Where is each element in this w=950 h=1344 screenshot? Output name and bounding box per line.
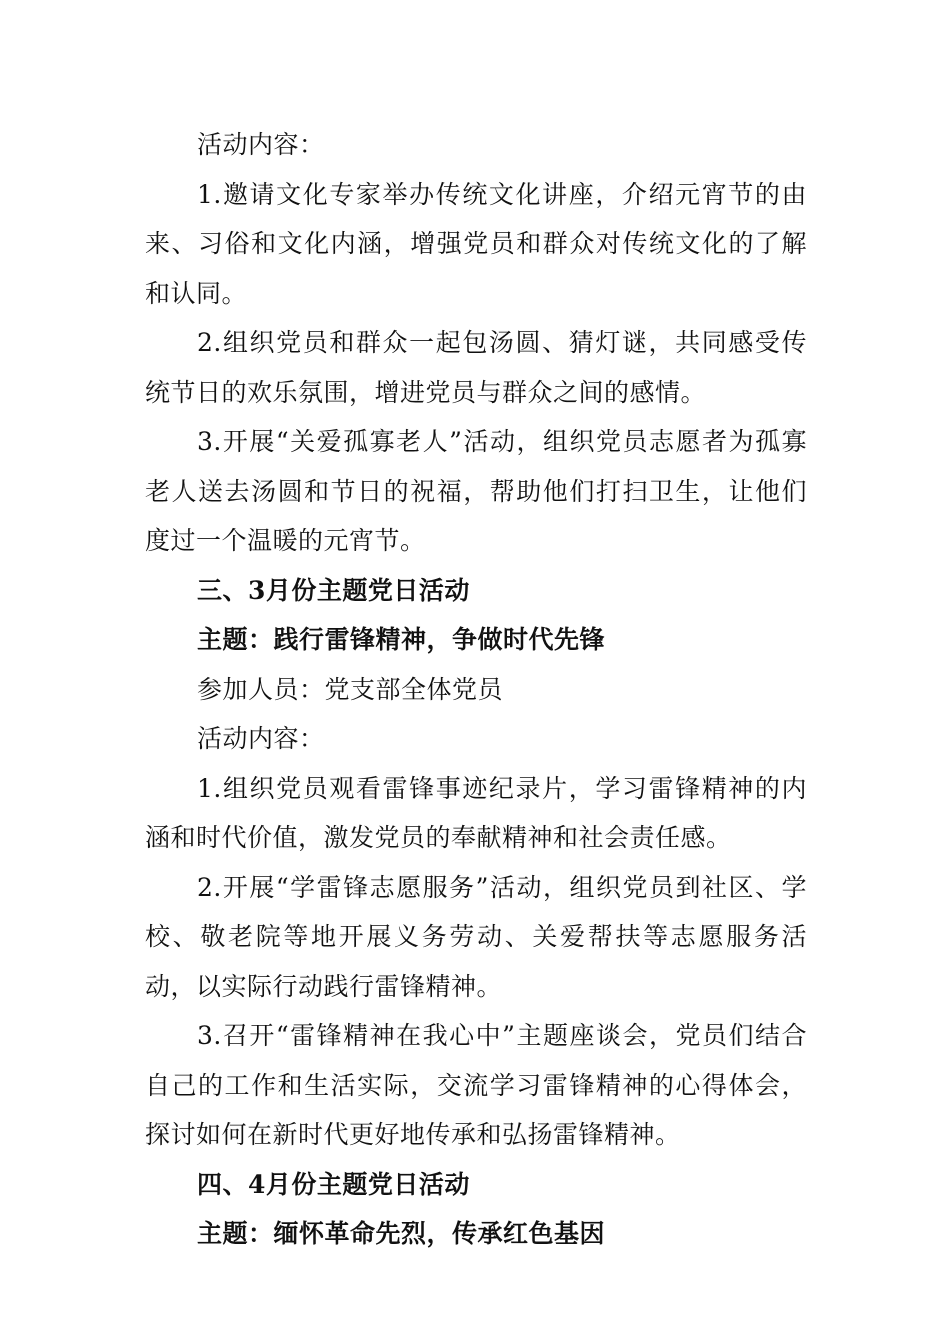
section-heading-april: 四、4月份主题党日活动 [197,1169,470,1199]
march-activity-content-heading: 活动内容： [197,724,325,753]
feb-activity-item-3: 3.开展“关爱孤寡老人”活动，组织党员志愿者为孤寡老人送去汤圆和节日的祝福，帮助他们打扫卫生，让他们度过一个温暖的元宵节。 [145,427,807,555]
april-theme: 主题：缅怀革命先烈，传承红色基因 [197,1219,606,1248]
document-body [145,120,807,1259]
feb-activity-item-1: 1.邀请文化专家举办传统文化讲座，介绍元宵节的由来、习俗和文化内涵，增强党员和群众对传统文化的了解和认同。 [145,179,807,308]
feb-activity-item-2: 2.组织党员和群众一起包汤圆、猜灯谜，共同感受传统节日的欢乐氛围，增进党员与群众之间的感情。 [145,328,807,407]
march-activity-item-1: 1.组织党员观看雷锋事迹纪录片，学习雷锋精神的内涵和时代价值，激发党员的奉献精神和社会责任感。 [145,773,807,852]
section-heading-march: 三、3月份主题党日活动 [197,575,470,605]
march-activity-item-3: 3.召开“雷锋精神在我心中”主题座谈会，党员们结合自己的工作和生活实际，交流学习雷锋精神的心得体会，探讨如何在新时代更好地传承和弘扬雷锋精神。 [145,1021,807,1149]
march-theme: 主题：践行雷锋精神，争做时代先锋 [197,625,606,654]
march-participants: 参加人员：党支部全体党员 [197,674,504,704]
activity-content-heading: 活动内容： [197,130,325,159]
march-activity-item-2: 2.开展“学雷锋志愿服务”活动，组织党员到社区、学校、敬老院等地开展义务劳动、关爱帮扶等志愿服务活动，以实际行动践行雷锋精神。 [145,872,807,1001]
